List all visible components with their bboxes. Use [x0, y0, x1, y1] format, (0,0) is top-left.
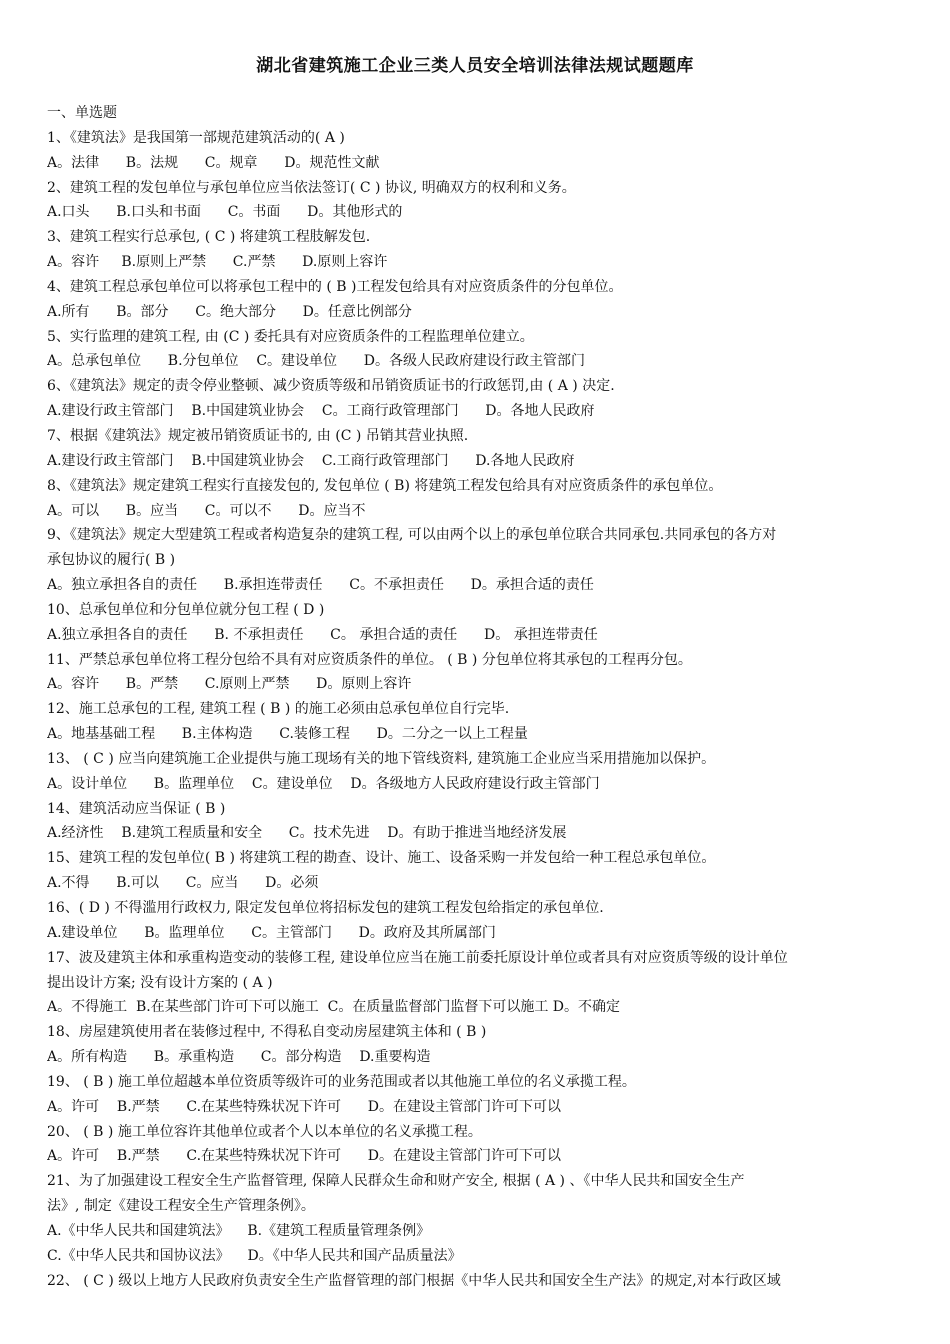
- document-line: 13、 ( C ) 应当向建筑施工企业提供与施工现场有关的地下管线资料, 建筑施工企业应当采用措施加以保护。: [47, 750, 716, 767]
- document-line: A。独立承担各自的责任 B.承担连带责任 C。不承担责任 D。承担合适的责任: [47, 577, 594, 594]
- document-line: A。地基基础工程 B.主体构造 C.装修工程 D。二分之一以上工程量: [47, 726, 528, 743]
- document-line: A.所有 B。部分 C。绝大部分 D。任意比例部分: [47, 303, 412, 320]
- document-line: 19、 ( B ) 施工单位超越本单位资质等级许可的业务范围或者以其他施工单位的名义承揽工程。: [47, 1073, 636, 1090]
- document-line: 18、房屋建筑使用者在装修过程中, 不得私自变动房屋建筑主体和 ( B ): [47, 1024, 487, 1041]
- document-line: 1、《建筑法》是我国第一部规范建筑活动的( A ): [47, 129, 345, 146]
- document-line: 15、建筑工程的发包单位( B ) 将建筑工程的勘查、设计、施工、设备采购一并发包给一种工程总承包单位。: [47, 850, 716, 867]
- document-line: 8、《建筑法》规定建筑工程实行直接发包的, 发包单位 ( B) 将建筑工程发包给具有对应资质条件的承包单位。: [47, 477, 723, 494]
- document-line: 21、为了加强建设工程安全生产监督管理, 保障人民群众生命和财产安全, 根据 ( A ) 、《中华人民共和国安全生产: [47, 1173, 745, 1190]
- document-line: 17、波及建筑主体和承重构造变动的装修工程, 建设单位应当在施工前委托原设计单位或者具有对应资质等级的设计单位: [47, 949, 788, 966]
- document-line: A.独立承担各自的责任 B. 不承担责任 C。 承担合适的责任 D。 承担连带责任: [47, 626, 598, 643]
- document-line: 5、实行监理的建筑工程, 由 (C ) 委托具有对应资质条件的工程监理单位建立。: [47, 328, 534, 345]
- document-line: A。不得施工 B.在某些部门许可下可以施工 C。在质量监督部门监督下可以施工 D。不确定: [47, 999, 621, 1016]
- document-line: A。容许 B.原则上严禁 C.严禁 D.原则上容许: [47, 254, 388, 271]
- document-line: 承包协议的履行( B ): [47, 552, 176, 569]
- document-line: 法》, 制定《建设工程安全生产管理条例》。: [47, 1198, 315, 1215]
- document-line: A.建设单位 B。监理单位 C。主管部门 D。政府及其所属部门: [47, 924, 496, 941]
- document-line: A.口头 B.口头和书面 C。书面 D。其他形式的: [47, 204, 403, 221]
- document-line: A。许可 B.严禁 C.在某些特殊状况下许可 D。在建设主管部门许可下可以: [47, 1098, 561, 1115]
- document-line: 9、《建筑法》规定大型建筑工程或者构造复杂的建筑工程, 可以由两个以上的承包单位联合共同承包.共同承包的各方对: [47, 527, 777, 544]
- document-line: A。许可 B.严禁 C.在某些特殊状况下许可 D。在建设主管部门许可下可以: [47, 1148, 561, 1165]
- document-line: A.经济性 B.建筑工程质量和安全 C。技术先进 D。有助于推进当地经济发展: [47, 825, 567, 842]
- document-line: 4、建筑工程总承包单位可以将承包工程中的 ( B )工程发包给具有对应资质条件的分包单位。: [47, 278, 623, 295]
- document-line: A。所有构造 B。承重构造 C。部分构造 D.重要构造: [47, 1049, 431, 1066]
- document-line: A。设计单位 B。监理单位 C。建设单位 D。各级地方人民政府建设行政主管部门: [47, 775, 600, 792]
- document-line: 2、建筑工程的发包单位与承包单位应当依法签订( C ) 协议, 明确双方的权利和义务。: [47, 179, 576, 196]
- document-line: 3、建筑工程实行总承包, ( C ) 将建筑工程肢解发包.: [47, 229, 371, 246]
- section-heading: 一、单选题: [47, 105, 117, 121]
- document-line: C.《中华人民共和国协议法》 D。《中华人民共和国产品质量法》: [47, 1247, 462, 1264]
- document-line: A.《中华人民共和国建筑法》 B.《建筑工程质量管理条例》: [47, 1222, 431, 1239]
- document-line: 6、《建筑法》规定的责令停业整顿、减少资质等级和吊销资质证书的行政惩罚,由 ( A ) 决定.: [47, 378, 615, 395]
- document-line: A.建设行政主管部门 B.中国建筑业协会 C.工商行政管理部门 D.各地人民政府: [47, 452, 575, 469]
- document-line: 11、严禁总承包单位将工程分包给不具有对应资质条件的单位。 ( B ) 分包单位将其承包的工程再分包。: [47, 651, 692, 668]
- document-line: A。总承包单位 B.分包单位 C。建设单位 D。各级人民政府建设行政主管部门: [47, 353, 585, 370]
- document-line: 7、根据《建筑法》规定被吊销资质证书的, 由 (C ) 吊销其营业执照.: [47, 427, 469, 444]
- document-line: 12、施工总承包的工程, 建筑工程 ( B ) 的施工必须由总承包单位自行完毕.: [47, 701, 510, 718]
- document-title: 湖北省建筑施工企业三类人员安全培训法律法规试题题库: [256, 56, 694, 76]
- document-line: 22、 ( C ) 级以上地方人民政府负责安全生产监督管理的部门根据《中华人民共和国安全生产法》的规定,对本行政区域: [47, 1272, 781, 1289]
- document-line: 14、建筑活动应当保证 ( B ): [47, 800, 226, 817]
- document-line: 20、 ( B ) 施工单位容许其他单位或者个人以本单位的名义承揽工程。: [47, 1123, 482, 1140]
- document-body: [47, 101, 909, 1294]
- document-line: A。容许 B。严禁 C.原则上严禁 D。原则上容许: [47, 676, 412, 693]
- document-line: A。法律 B。法规 C。规章 D。规范性文献: [47, 154, 380, 171]
- document-line: 10、总承包单位和分包单位就分包工程 ( D ): [47, 601, 325, 618]
- document-line: A.建设行政主管部门 B.中国建筑业协会 C。工商行政管理部门 D。各地人民政府: [47, 403, 595, 420]
- document-line: 16、( D ) 不得滥用行政权力, 限定发包单位将招标发包的建筑工程发包给指定的承包单位.: [47, 900, 604, 916]
- document-line: A.不得 B.可以 C。应当 D。必须: [47, 875, 319, 892]
- document-line: A。可以 B。应当 C。可以不 D。应当不: [47, 502, 366, 519]
- document-line: 提出设计方案; 没有设计方案的 ( A ): [47, 974, 273, 991]
